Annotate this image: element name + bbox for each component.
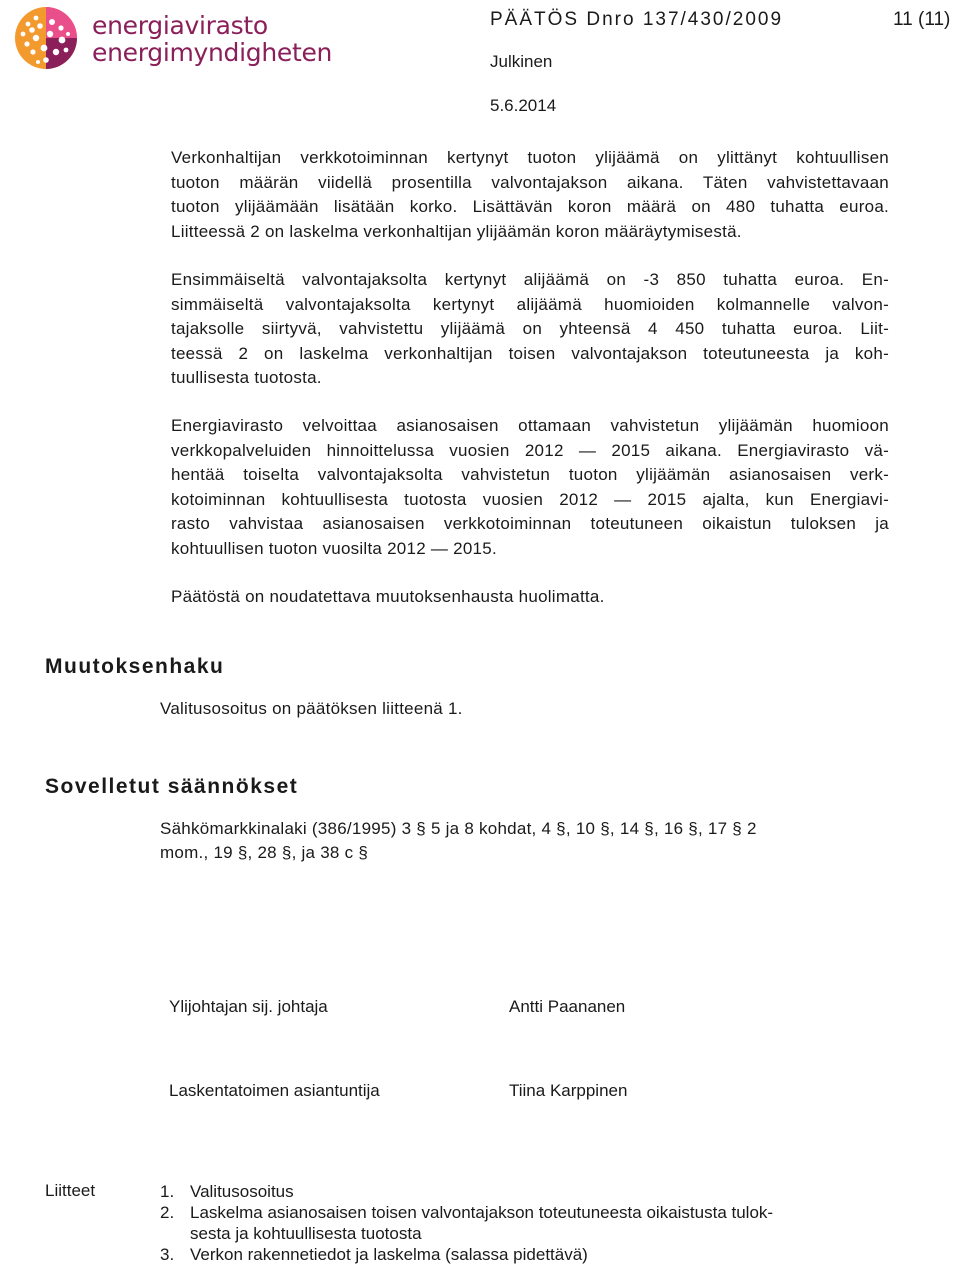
- text-line: simmäiseltä valvontajaksolta kertynyt alijäämä huomioiden kolmannelle valvon-: [171, 294, 889, 314]
- attachment-text-continued: sesta ja kohtuullisesta tuotosta: [190, 1224, 422, 1243]
- attachment-text: Verkon rakennetiedot ja laskelma (salassa pidettävä): [190, 1245, 588, 1264]
- paragraph-surplus-interest: [171, 146, 889, 244]
- attachment-number: 3.: [160, 1245, 175, 1264]
- signer-role-1: Ylijohtajan sij. johtaja: [169, 997, 328, 1016]
- logo-mark-icon: [6, 4, 86, 74]
- attachments-label: Liitteet: [45, 1181, 96, 1200]
- text-line: tuoton määrän viidellä prosentilla valvontajakson aikana. Täten vahvistettavaan: [171, 172, 889, 192]
- text-line: Liitteessä 2 on laskelma verkonhaltijan ylijäämän koron määräytymisestä.: [171, 221, 742, 241]
- section-heading-provisions: Sovelletut säännökset: [45, 775, 299, 798]
- attachment-item: [160, 1202, 773, 1244]
- attachment-item: [160, 1244, 773, 1265]
- signer-name-2: Tiina Karppinen: [509, 1081, 628, 1100]
- document-date: 5.6.2014: [490, 96, 557, 115]
- text-line: tuullisesta tuotosta.: [171, 368, 322, 387]
- text-line: kohtuullisen tuoton vuosilta 2012 — 2015.: [171, 538, 497, 558]
- text-line: Verkonhaltijan verkkotoiminnan kertynyt tuoton ylijäämä on ylittänyt kohtuullisen: [171, 148, 889, 167]
- page-number: 11 (11): [893, 9, 951, 30]
- text-line: rasto vahvistaa asianosaisen verkkotoiminnan toteutuneen oikaistun tuloksen ja: [171, 514, 889, 533]
- logo-name-sv: energimyndigheten: [92, 38, 333, 67]
- provisions-line-1: Sähkömarkkinalaki (386/1995) 3 § 5 ja 8 kohdat, 4 §, 10 §, 14 §, 16 §, 17 § 2: [160, 819, 757, 838]
- attachment-text: Laskelma asianosaisen toisen valvontajakson toteutuneesta oikaistusta tulok-: [190, 1203, 774, 1222]
- text-line: verkkopalveluiden hinnoittelussa vuosien 2012 — 2015 aikana. Energiavirasto vä-: [171, 440, 889, 460]
- paragraph-enforcement: [171, 585, 889, 610]
- text-line: teessä 2 on laskelma verkonhaltijan toisen valvontajakson toteutuneesta ja koh-: [171, 343, 889, 363]
- attachment-number: 2.: [160, 1203, 175, 1222]
- signer-name-1: Antti Paananen: [509, 997, 626, 1016]
- attachments-list: [160, 1181, 773, 1265]
- text-line: hentää toiselta valvontajaksolta vahvistetun tuoton ylijäämän asianosaisen verk-: [171, 465, 889, 484]
- text-line: Energiavirasto velvoittaa asianosaisen ottamaan vahvistetun ylijäämän huomioon: [171, 416, 889, 435]
- signer-role-2: Laskentatoimen asiantuntija: [169, 1081, 380, 1100]
- section-heading-appeal: Muutoksenhaku: [45, 655, 225, 678]
- text-line: kotoiminnan kohtuullisesta tuotosta vuosien 2012 — 2015 ajalta, kun Energiavi-: [171, 489, 889, 509]
- paragraph-obligation: [171, 414, 889, 561]
- logo-wordmark: [92, 12, 332, 66]
- provisions-line-2: mom., 19 §, 28 §, ja 38 c §: [160, 843, 369, 862]
- provisions-text: [160, 817, 888, 865]
- classification: Julkinen: [490, 52, 553, 71]
- paragraph-deficit: [171, 268, 889, 391]
- text-line: tajaksolle siirtyvä, vahvistettu ylijäämä on yhteensä 4 450 tuhatta euroa. Liit-: [171, 319, 889, 338]
- attachment-number: 1.: [160, 1182, 175, 1201]
- text-line: Päätöstä on noudatettava muutoksenhausta huolimatta.: [171, 587, 605, 606]
- logo-name-fi: energiavirasto: [92, 11, 268, 40]
- attachment-item: [160, 1181, 773, 1202]
- appeal-text: Valitusosoitus on päätöksen liitteenä 1.: [160, 699, 463, 718]
- document-title: PÄÄTÖS Dnro 137/430/2009: [490, 9, 784, 30]
- text-line: Ensimmäiseltä valvontajaksolta kertynyt alijäämä on -3 850 tuhatta euroa. En-: [171, 270, 889, 289]
- attachment-text: Valitusosoitus: [190, 1182, 294, 1201]
- text-line: tuoton ylijäämään lisätään korko. Lisättävän koron määrä on 480 tuhatta euroa.: [171, 197, 889, 216]
